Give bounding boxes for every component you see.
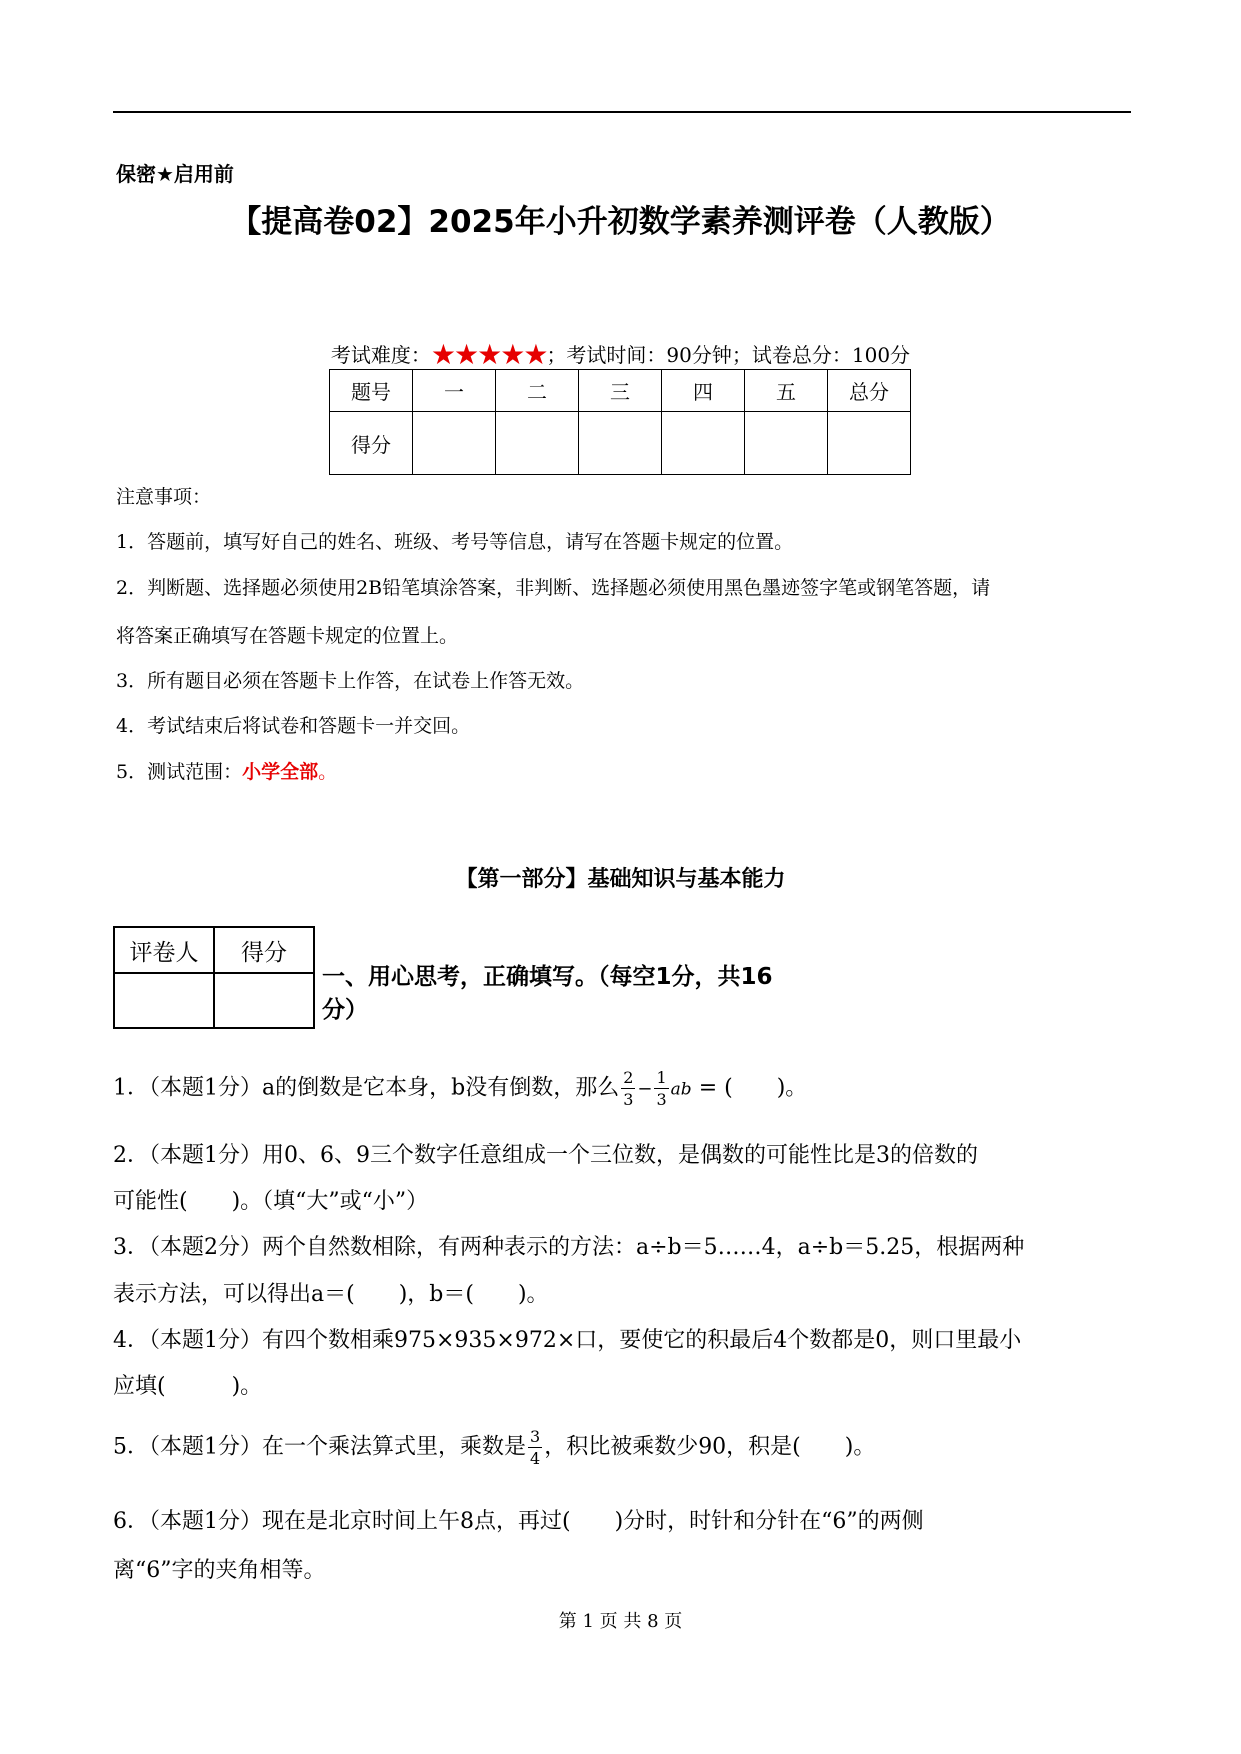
- question-3: 3．（本题2分）两个自然数相除，有两种表示的方法：a÷b＝5……4，a÷b＝5.25，根据两种: [113, 1235, 1025, 1260]
- fraction-denominator: 3: [656, 1090, 667, 1109]
- fraction: [528, 1426, 542, 1469]
- question-1: [113, 1067, 807, 1110]
- grader-table: [113, 926, 315, 1029]
- grader-label: 评卷人: [114, 927, 214, 973]
- page-footer: 第 1 页 共 8 页: [558, 1611, 683, 1632]
- score-table-header: 题号: [330, 370, 413, 412]
- part-title: 【第一部分】基础知识与基本能力: [455, 867, 786, 892]
- scope-label: 5．测试范围：: [116, 761, 243, 783]
- fraction-numerator: 3: [530, 1427, 541, 1446]
- fraction: [621, 1067, 635, 1110]
- score-cell: [745, 412, 828, 475]
- question-6: 6．（本题1分）现在是北京时间上午8点，再过( )分时，时针和分针在“6”的两侧: [113, 1509, 924, 1534]
- grader-score-label: 得分: [214, 927, 314, 973]
- exam-info: [0, 338, 1241, 371]
- question-4: 4．（本题1分）有四个数相乘975×935×972×口，要使它的积最后4个数都是0，则口里最小: [113, 1328, 1022, 1353]
- score-table-header: 四: [662, 370, 745, 412]
- confidential-label: 保密★启用前: [116, 162, 234, 186]
- question-2: 2．（本题1分）用0、6、9三个数字任意组成一个三位数，是偶数的可能性比是3的倍数的: [113, 1143, 978, 1168]
- header-rule: [113, 111, 1131, 113]
- note-item: 3．所有题目必须在答题卡上作答，在试卷上作答无效。: [116, 670, 585, 692]
- exam-time-and-score: ；考试时间：90分钟；试卷总分：100分: [546, 343, 911, 367]
- grader-score-cell: [214, 973, 314, 1028]
- score-cell: [662, 412, 745, 475]
- section-title-line: 一、用心思考，正确填写。（每空1分，共16: [322, 964, 773, 990]
- section-title: [322, 961, 842, 1027]
- scope-value: 小学全部: [242, 761, 319, 783]
- note-item-scope: [116, 757, 337, 784]
- variable-ab: ab: [670, 1079, 692, 1100]
- question-3-cont: 表示方法，可以得出a＝( )，b＝( )。: [113, 1282, 549, 1307]
- fraction-numerator: 2: [623, 1068, 634, 1087]
- question-2-cont: 可能性( )。（填“大”或“小”）: [113, 1189, 429, 1214]
- scope-end: 。: [318, 761, 338, 783]
- score-table-header: 一: [413, 370, 496, 412]
- difficulty-label: 考试难度：: [330, 343, 431, 367]
- fraction-denominator: 3: [623, 1090, 634, 1109]
- score-cell: [413, 412, 496, 475]
- difficulty-stars-icon: ★★★★★: [430, 338, 547, 371]
- note-item: 2．判断题、选择题必须使用2B铅笔填涂答案，非判断、选择题必须使用黑色墨迹签字笔或钢笔答题，请: [116, 577, 991, 599]
- note-item: 1．答题前，填写好自己的姓名、班级、考号等信息，请写在答题卡规定的位置。: [116, 531, 794, 553]
- score-cell: [579, 412, 662, 475]
- question-text: = ( )。: [691, 1075, 808, 1101]
- score-table: [329, 369, 911, 475]
- score-table-header: 总分: [828, 370, 911, 412]
- grader-cell: [114, 973, 214, 1028]
- fraction: [654, 1067, 668, 1110]
- score-table-header: 五: [745, 370, 828, 412]
- score-row-label: 得分: [330, 412, 413, 475]
- note-item: 将答案正确填写在答题卡规定的位置上。: [116, 625, 459, 647]
- question-6-cont: 离“6”字的夹角相等。: [113, 1558, 326, 1583]
- question-5: [113, 1426, 875, 1469]
- minus-sign: −: [637, 1078, 653, 1100]
- score-table-header: 三: [579, 370, 662, 412]
- page-title: 【提高卷02】2025年小升初数学素养测评卷（人教版）: [230, 204, 1011, 240]
- score-cell: [828, 412, 911, 475]
- notes-heading: 注意事项：: [116, 486, 212, 508]
- fraction-numerator: 1: [656, 1068, 667, 1087]
- note-item: 4．考试结束后将试卷和答题卡一并交回。: [116, 715, 471, 737]
- score-table-header: 二: [496, 370, 579, 412]
- question-text: ，积比被乘数少90，积是( )。: [544, 1434, 876, 1460]
- score-cell: [496, 412, 579, 475]
- question-text: 5．（本题1分）在一个乘法算式里，乘数是: [113, 1434, 526, 1460]
- question-4-cont: 应填( )。: [113, 1374, 263, 1399]
- fraction-denominator: 4: [530, 1449, 541, 1468]
- section-title-line: 分）: [322, 997, 368, 1023]
- question-text: 1．（本题1分）a的倒数是它本身，b没有倒数，那么: [113, 1075, 620, 1101]
